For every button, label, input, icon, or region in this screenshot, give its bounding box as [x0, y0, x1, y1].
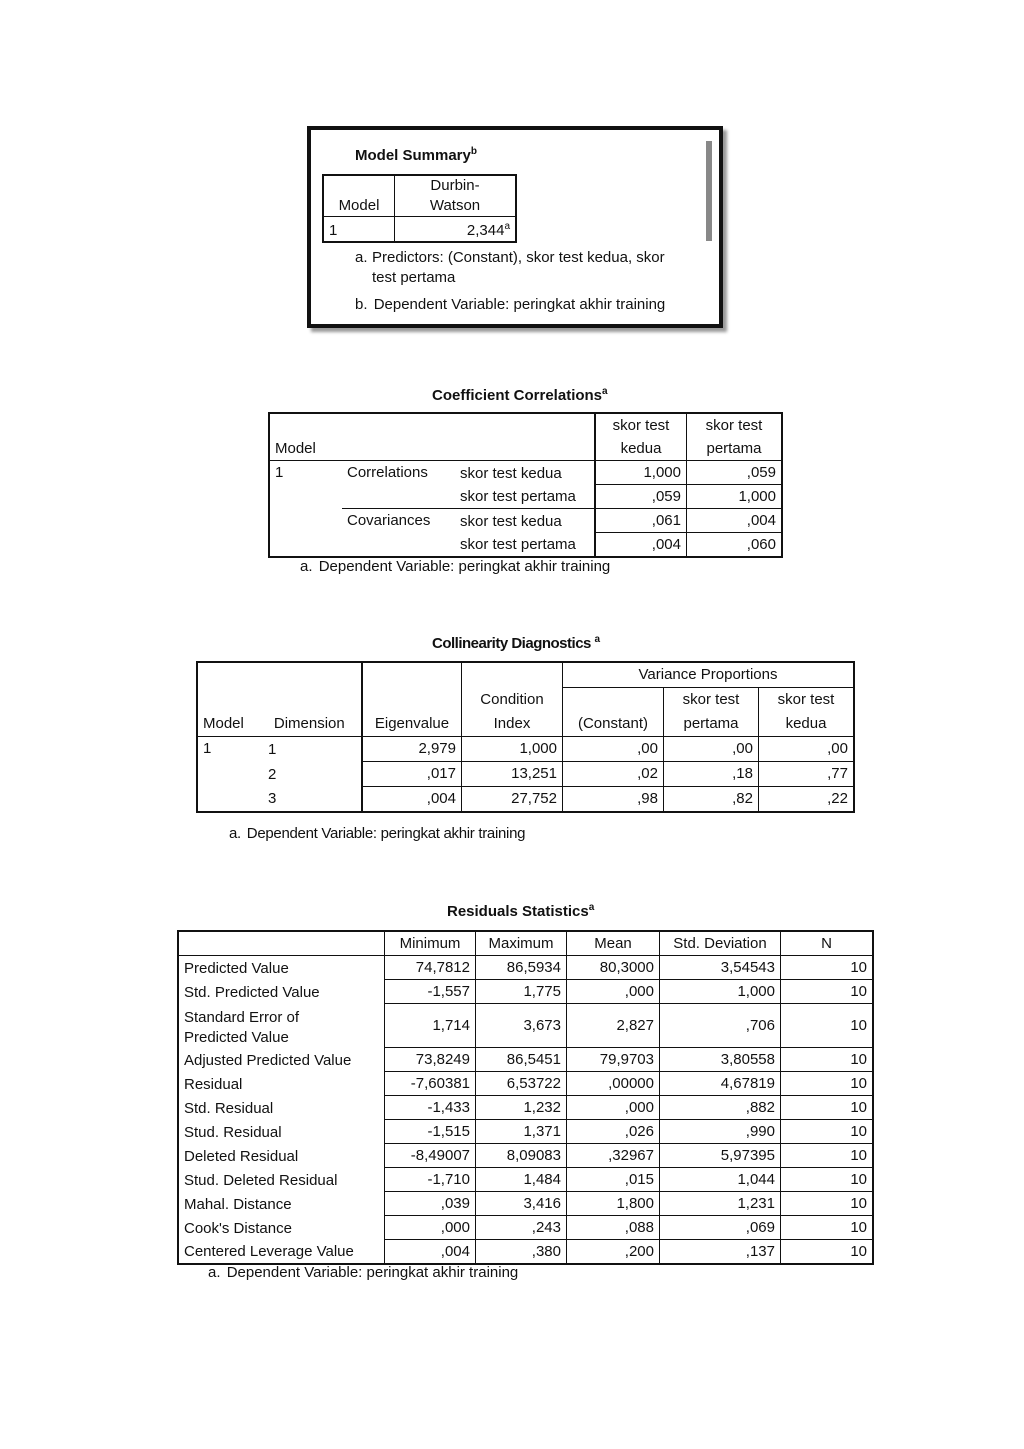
model-cell: 1 — [203, 740, 212, 757]
model-summary-table — [322, 174, 517, 243]
cell-n: 10 — [781, 980, 874, 1004]
row-label: skor test kedua — [460, 464, 562, 482]
cell-max: 1,371 — [476, 1120, 567, 1144]
cell-mean: 2,827 — [567, 1004, 660, 1048]
table-row — [178, 980, 873, 1004]
dimension-cell: 3 — [268, 790, 277, 807]
model-cell: 1 — [275, 464, 284, 481]
row-label: skor test pertama — [455, 485, 595, 509]
cell-sd: ,069 — [660, 1216, 781, 1240]
row-label: Cook's Distance — [184, 1219, 292, 1237]
group-covariances: Covariances — [342, 509, 455, 558]
col-minimum: Minimum — [385, 931, 476, 956]
cell-min: ,004 — [385, 1240, 476, 1265]
cell-max: 1,775 — [476, 980, 567, 1004]
row-label: Centered Leverage Value — [184, 1243, 354, 1260]
corner-cell — [178, 931, 385, 956]
cell-mean: ,000 — [567, 1096, 660, 1120]
dimension-cell: 2 — [268, 765, 277, 783]
col-model: Model — [275, 440, 316, 457]
ci-cell: 1,000 — [462, 737, 563, 762]
col-condition-index-2: Index — [462, 712, 563, 737]
cell-max: 1,484 — [476, 1168, 567, 1192]
table-row — [178, 1072, 873, 1096]
col-maximum: Maximum — [476, 931, 567, 956]
group-correlations: Correlations — [347, 464, 428, 481]
constant-cell: ,98 — [563, 787, 664, 813]
scrollbar[interactable] — [706, 141, 712, 241]
cell-max: ,243 — [476, 1216, 567, 1240]
col-n: N — [781, 931, 874, 956]
cell-sd: ,990 — [660, 1120, 781, 1144]
ci-cell: 13,251 — [462, 762, 563, 787]
cell-sd: 5,97395 — [660, 1144, 781, 1168]
col-condition-index-1: Condition — [462, 662, 563, 712]
cell-min: -8,49007 — [385, 1144, 476, 1168]
footnote-a-text: Predictors: (Constant), skor test kedua, skor test pertama — [372, 249, 665, 286]
row-durbin-watson: 2,344$^a$ — [395, 217, 517, 243]
cell-mean: ,088 — [567, 1216, 660, 1240]
col-kedua-2: kedua — [595, 437, 687, 461]
col-model: Model — [338, 197, 380, 214]
cell-max: 8,09083 — [476, 1144, 567, 1168]
col-durbin-watson-1: Durbin- — [395, 175, 517, 196]
cell-n: 10 — [781, 1048, 874, 1072]
row-label: skor test kedua — [460, 512, 562, 530]
cell-pertama: ,060 — [687, 533, 783, 558]
cell-pertama: ,004 — [687, 509, 783, 533]
table-row — [178, 1168, 873, 1192]
residuals-footnote: a. Dependent Variable: peringkat akhir training — [208, 1264, 519, 1281]
row-label: Std. Residual — [184, 1099, 274, 1117]
cell-mean: ,32967 — [567, 1144, 660, 1168]
table-row — [178, 1048, 873, 1072]
pertama-cell: ,18 — [664, 762, 759, 787]
cell-n: 10 — [781, 1096, 874, 1120]
col-pertama-2: pertama — [687, 437, 783, 461]
model-summary-title: Model Summary$^b$ — [355, 146, 477, 164]
cell-max: 6,53722 — [476, 1072, 567, 1096]
table-row — [178, 1144, 873, 1168]
cell-sd: 3,54543 — [660, 956, 781, 980]
eigen-cell: ,017 — [362, 762, 462, 787]
cell-mean: ,200 — [567, 1240, 660, 1265]
cell-sd: ,882 — [660, 1096, 781, 1120]
cell-kedua: ,059 — [595, 485, 687, 509]
collinearity-title: Collinearity Diagnostics $^a$ — [432, 634, 600, 652]
cell-n: 10 — [781, 956, 874, 980]
cell-sd: 1,000 — [660, 980, 781, 1004]
row-label: Stud. Residual — [184, 1123, 282, 1141]
cell-pertama: 1,000 — [687, 485, 783, 509]
pertama-cell: ,82 — [664, 787, 759, 813]
row-label: Std. Predicted Value — [184, 983, 320, 1001]
cell-n: 10 — [781, 1192, 874, 1216]
col-std-deviation: Std. Deviation — [660, 931, 781, 956]
cell-n: 10 — [781, 1120, 874, 1144]
col-pertama-1: skor test — [687, 413, 783, 437]
coef-corr-title: Coefficient Correlations$^a$ — [432, 386, 608, 404]
table-row — [178, 956, 873, 980]
cell-min: -1,710 — [385, 1168, 476, 1192]
cell-n: 10 — [781, 1144, 874, 1168]
pertama-cell: ,00 — [664, 737, 759, 762]
collinearity-footnote: a. Dependent Variable: peringkat akhir training — [229, 825, 526, 842]
cell-min: ,039 — [385, 1192, 476, 1216]
table-row — [178, 1192, 873, 1216]
col-kedua-1: skor test — [759, 688, 855, 713]
constant-cell: ,02 — [563, 762, 664, 787]
residuals-title: Residuals Statistics$^a$ — [447, 902, 595, 920]
cell-max: 86,5451 — [476, 1048, 567, 1072]
table-row — [178, 1096, 873, 1120]
cell-n: 10 — [781, 1072, 874, 1096]
row-model: 1 — [329, 222, 338, 239]
cell-n: 10 — [781, 1004, 874, 1048]
cell-max: 86,5934 — [476, 956, 567, 980]
collinearity-table — [196, 661, 855, 813]
cell-min: 74,7812 — [385, 956, 476, 980]
cell-n: 10 — [781, 1168, 874, 1192]
row-label: Standard Error of Predicted Value — [184, 1008, 300, 1046]
cell-kedua: 1,000 — [595, 461, 687, 485]
cell-min: ,000 — [385, 1216, 476, 1240]
cell-min: -1,515 — [385, 1120, 476, 1144]
residuals-table — [177, 930, 874, 1265]
cell-mean: ,00000 — [567, 1072, 660, 1096]
col-pertama-2: pertama — [664, 712, 759, 737]
cell-kedua: ,004 — [595, 533, 687, 558]
cell-min: -1,433 — [385, 1096, 476, 1120]
table-row — [178, 1120, 873, 1144]
constant-cell: ,00 — [563, 737, 664, 762]
col-mean: Mean — [567, 931, 660, 956]
cell-max: 1,232 — [476, 1096, 567, 1120]
eigen-cell: 2,979 — [362, 737, 462, 762]
row-label: Stud. Deleted Residual — [184, 1171, 338, 1189]
row-label: skor test pertama — [460, 536, 576, 553]
col-constant: (Constant) — [563, 688, 664, 737]
cell-sd: 1,231 — [660, 1192, 781, 1216]
table-row — [178, 1216, 873, 1240]
cell-sd: 3,80558 — [660, 1048, 781, 1072]
col-pertama-1: skor test — [664, 688, 759, 713]
cell-n: 10 — [781, 1240, 874, 1265]
footnote-b: b. Dependent Variable: peringkat akhir training — [355, 296, 666, 313]
table-row — [178, 1240, 873, 1265]
cell-mean: ,026 — [567, 1120, 660, 1144]
col-durbin-watson-2: Watson — [395, 196, 517, 217]
row-label: Adjusted Predicted Value — [184, 1051, 352, 1069]
cell-max: ,380 — [476, 1240, 567, 1265]
col-model-dimension: Model Dimension — [203, 715, 345, 732]
coef-corr-footnote: a. Dependent Variable: peringkat akhir training — [300, 558, 611, 575]
kedua-cell: ,00 — [759, 737, 855, 762]
row-label: Mahal. Distance — [184, 1195, 292, 1213]
cell-mean: 80,3000 — [567, 956, 660, 980]
cell-sd: 4,67819 — [660, 1072, 781, 1096]
cell-sd: ,706 — [660, 1004, 781, 1048]
row-label: Deleted Residual — [184, 1147, 299, 1165]
kedua-cell: ,77 — [759, 762, 855, 787]
row-label: Residual — [184, 1075, 243, 1093]
col-kedua-1: skor test — [595, 413, 687, 437]
coef-corr-table — [268, 412, 783, 558]
cell-mean: 79,9703 — [567, 1048, 660, 1072]
table-row — [178, 1004, 873, 1048]
row-label: Predicted Value — [184, 959, 289, 977]
cell-mean: ,015 — [567, 1168, 660, 1192]
ci-cell: 27,752 — [462, 787, 563, 813]
cell-min: 73,8249 — [385, 1048, 476, 1072]
eigen-cell: ,004 — [362, 787, 462, 813]
cell-max: 3,673 — [476, 1004, 567, 1048]
cell-mean: 1,800 — [567, 1192, 660, 1216]
cell-min: -7,60381 — [385, 1072, 476, 1096]
cell-sd: ,137 — [660, 1240, 781, 1265]
col-kedua-2: kedua — [759, 712, 855, 737]
col-eigenvalue: Eigenvalue — [362, 662, 462, 737]
cell-n: 10 — [781, 1216, 874, 1240]
cell-sd: 1,044 — [660, 1168, 781, 1192]
variance-proportions-header: Variance Proportions — [563, 662, 855, 688]
cell-min: 1,714 — [385, 1004, 476, 1048]
cell-min: -1,557 — [385, 980, 476, 1004]
cell-max: 3,416 — [476, 1192, 567, 1216]
kedua-cell: ,22 — [759, 787, 855, 813]
footnote-a: a. — [355, 249, 368, 266]
dimension-cell: 1 — [268, 740, 277, 758]
cell-pertama: ,059 — [687, 461, 783, 485]
cell-mean: ,000 — [567, 980, 660, 1004]
cell-kedua: ,061 — [595, 509, 687, 533]
